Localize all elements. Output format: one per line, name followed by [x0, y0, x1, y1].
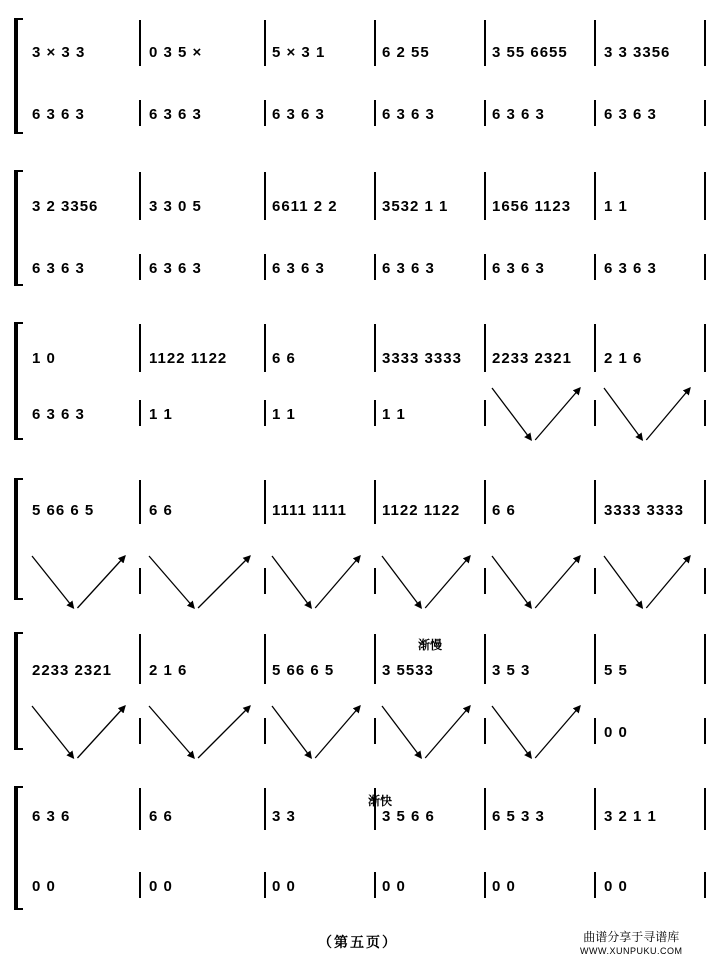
barline	[594, 568, 596, 594]
lower-measure: 0 0	[272, 878, 296, 895]
barline	[139, 254, 141, 280]
lower-measure: 0 0	[382, 878, 406, 895]
score-system	[14, 170, 704, 286]
lower-measure: 6 3 6 3	[149, 106, 202, 123]
strum-arrow	[378, 702, 474, 762]
barline	[484, 324, 486, 372]
barline	[484, 20, 486, 66]
strum-arrow	[378, 552, 474, 612]
upper-measure: 6 6	[272, 350, 296, 367]
tempo-mark-fast: 渐快	[368, 794, 393, 808]
barline	[139, 634, 141, 684]
barline	[484, 634, 486, 684]
upper-measure: 3 3 3356	[604, 44, 671, 61]
upper-measure: 5 × 3 1	[272, 44, 326, 61]
barline	[374, 872, 376, 898]
upper-measure: 3 5 6 6	[382, 808, 435, 825]
barline	[484, 100, 486, 126]
upper-measure: 3333 3333	[382, 350, 462, 367]
barline	[704, 568, 706, 594]
barline	[484, 254, 486, 280]
upper-measure: 1111 1111	[272, 502, 347, 519]
lower-measure: 1 1	[149, 406, 173, 423]
upper-measure: 3 55 6655	[492, 44, 568, 61]
system-bracket	[14, 632, 23, 750]
upper-measure: 6 2 55	[382, 44, 430, 61]
barline	[594, 20, 596, 66]
barline	[374, 254, 376, 280]
barline	[264, 172, 266, 220]
lower-measure: 0 0	[604, 878, 628, 895]
system-bracket	[14, 18, 23, 134]
barline	[594, 100, 596, 126]
upper-measure: 3 × 3 3	[32, 44, 86, 61]
barline	[484, 172, 486, 220]
barline	[264, 400, 266, 426]
barline	[484, 718, 486, 744]
strum-arrow	[268, 552, 364, 612]
barline	[594, 324, 596, 372]
upper-measure: 3 2 1 1	[604, 808, 657, 825]
barline	[264, 718, 266, 744]
barline	[484, 788, 486, 830]
barline	[594, 400, 596, 426]
barline	[704, 400, 706, 426]
tempo-mark-slow: 渐慢	[418, 638, 443, 652]
score-system	[14, 786, 704, 910]
barline	[374, 634, 376, 684]
barline	[139, 872, 141, 898]
lower-measure: 0 0	[149, 878, 173, 895]
system-bracket	[14, 786, 23, 910]
system-bracket	[14, 478, 23, 600]
barline	[704, 788, 706, 830]
lower-measure: 6 3 6 3	[604, 106, 657, 123]
lower-measure: 6 3 6 3	[382, 260, 435, 277]
barline	[484, 480, 486, 524]
lower-measure: 6 3 6 3	[382, 106, 435, 123]
upper-measure: 1 1	[604, 198, 628, 215]
barline	[139, 480, 141, 524]
barline	[704, 254, 706, 280]
strum-arrow	[488, 384, 584, 444]
score-system	[14, 478, 704, 600]
lower-measure: 0 0	[32, 878, 56, 895]
upper-measure: 3 5 3	[492, 662, 531, 679]
lower-measure: 1 1	[272, 406, 296, 423]
upper-measure: 5 66 6 5	[272, 662, 335, 679]
upper-measure: 3 3	[272, 808, 296, 825]
upper-measure: 1122 1122	[382, 502, 461, 519]
site-credit	[580, 930, 683, 958]
barline	[264, 788, 266, 830]
barline	[264, 872, 266, 898]
barline	[594, 172, 596, 220]
barline	[264, 100, 266, 126]
lower-measure: 6 3 6 3	[492, 260, 545, 277]
lower-measure: 6 3 6 3	[604, 260, 657, 277]
barline	[594, 872, 596, 898]
upper-measure: 6 5 3 3	[492, 808, 545, 825]
upper-measure: 6611 2 2	[272, 198, 338, 215]
barline	[374, 718, 376, 744]
barline	[374, 324, 376, 372]
upper-measure: 5 5	[604, 662, 628, 679]
barline	[704, 324, 706, 372]
upper-measure: 1 0	[32, 350, 56, 367]
strum-arrow	[28, 552, 129, 612]
lower-measure: 6 3 6 3	[272, 106, 325, 123]
barline	[594, 480, 596, 524]
strum-arrow	[600, 384, 694, 444]
upper-measure: 3333 3333	[604, 502, 684, 519]
barline	[704, 872, 706, 898]
system-bracket	[14, 322, 23, 440]
upper-measure: 6 6	[149, 808, 173, 825]
upper-measure: 3 2 3356	[32, 198, 99, 215]
barline	[704, 634, 706, 684]
barline	[594, 788, 596, 830]
barline	[374, 480, 376, 524]
barline	[264, 324, 266, 372]
barline	[374, 568, 376, 594]
strum-arrow	[28, 702, 129, 762]
upper-measure: 3 3 0 5	[149, 198, 202, 215]
barline	[264, 634, 266, 684]
barline	[374, 172, 376, 220]
lower-measure: 6 3 6 3	[32, 406, 85, 423]
barline	[264, 480, 266, 524]
barline	[139, 20, 141, 66]
lower-measure: 6 3 6 3	[272, 260, 325, 277]
strum-arrow	[145, 702, 254, 762]
system-bracket	[14, 170, 23, 286]
score-system	[14, 322, 704, 440]
strum-arrow	[488, 552, 584, 612]
barline	[139, 788, 141, 830]
barline	[484, 400, 486, 426]
upper-measure: 2233 2321	[32, 662, 112, 679]
barline	[264, 568, 266, 594]
barline	[704, 172, 706, 220]
site-url: WWW.XUNPUKU.COM	[580, 946, 683, 956]
barline	[374, 100, 376, 126]
upper-measure: 2 1 6	[149, 662, 188, 679]
lower-measure: 6 3 6 3	[149, 260, 202, 277]
upper-measure: 3532 1 1	[382, 198, 449, 215]
barline	[374, 400, 376, 426]
upper-measure: 0 3 5 ×	[149, 44, 203, 61]
score-system	[14, 18, 704, 134]
strum-arrow	[600, 552, 694, 612]
lower-measure: 6 3 6 3	[32, 106, 85, 123]
barline	[139, 568, 141, 594]
upper-measure: 3 5533	[382, 662, 434, 679]
lower-measure: 6 3 6 3	[492, 106, 545, 123]
lower-measure: 0 0	[492, 878, 516, 895]
barline	[374, 20, 376, 66]
strum-arrow	[145, 552, 254, 612]
site-name: 曲谱分享于寻谱库	[583, 930, 680, 944]
page-number: （第五页）	[318, 936, 398, 951]
lower-measure: 6 3 6 3	[32, 260, 85, 277]
barline	[594, 718, 596, 744]
score-system	[14, 632, 704, 750]
barline	[264, 254, 266, 280]
barline	[704, 718, 706, 744]
barline	[484, 568, 486, 594]
strum-arrow	[268, 702, 364, 762]
strum-arrow	[488, 702, 584, 762]
barline	[704, 480, 706, 524]
upper-measure: 1656 1123	[492, 198, 572, 215]
barline	[139, 400, 141, 426]
barline	[139, 718, 141, 744]
barline	[264, 20, 266, 66]
upper-measure: 2 1 6	[604, 350, 643, 367]
barline	[594, 634, 596, 684]
barline	[139, 100, 141, 126]
barline	[704, 20, 706, 66]
upper-measure: 6 6	[149, 502, 173, 519]
lower-measure: 1 1	[382, 406, 406, 423]
upper-measure: 2233 2321	[492, 350, 572, 367]
lower-measure: 0 0	[604, 724, 628, 741]
barline	[484, 872, 486, 898]
barline	[139, 172, 141, 220]
upper-measure: 5 66 6 5	[32, 502, 95, 519]
barline	[704, 100, 706, 126]
upper-measure: 6 6	[492, 502, 516, 519]
barline	[594, 254, 596, 280]
upper-measure: 1122 1122	[149, 350, 228, 367]
barline	[139, 324, 141, 372]
upper-measure: 6 3 6	[32, 808, 71, 825]
